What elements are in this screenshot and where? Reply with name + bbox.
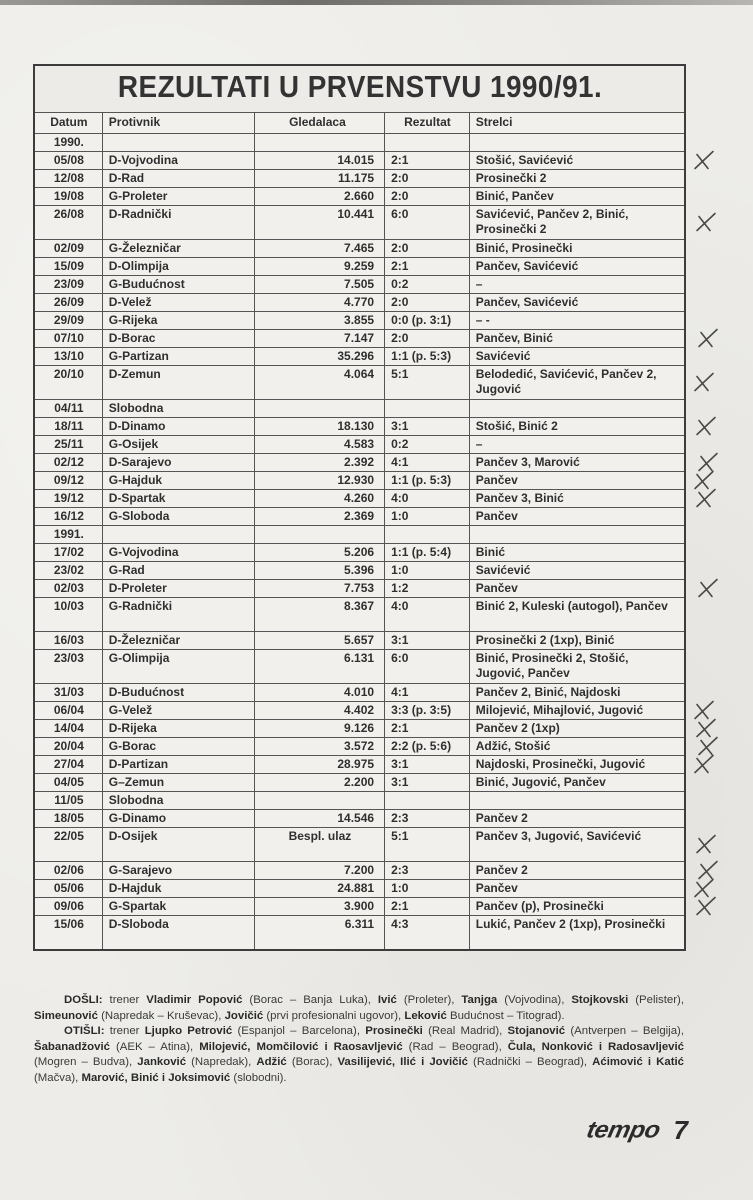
- cell-rezultat: 1:0: [385, 562, 470, 580]
- cell-strelci: Binić: [469, 544, 685, 562]
- cell-strelci: Pančev, Savićević: [469, 258, 685, 276]
- cell-gledalaca: 12.930: [254, 472, 384, 490]
- table-row: [34, 810, 685, 828]
- cell-datum: 02/06: [34, 862, 102, 880]
- cell-rezultat: [385, 526, 470, 544]
- cell-rezultat: [385, 400, 470, 418]
- cell-strelci: Pančev: [469, 472, 685, 490]
- cell-protivnik: D-Sloboda: [102, 916, 254, 951]
- cell-gledalaca: 24.881: [254, 880, 384, 898]
- cell-rezultat: 4:1: [385, 454, 470, 472]
- cell-datum: 05/06: [34, 880, 102, 898]
- cell-datum: 1991.: [34, 526, 102, 544]
- note-name: Milojević, Momčilović i Raosavljević: [199, 1040, 403, 1053]
- cell-rezultat: 2:0: [385, 240, 470, 258]
- cell-protivnik: D-Spartak: [102, 490, 254, 508]
- cell-datum: 25/11: [34, 436, 102, 454]
- cell-protivnik: G-Osijek: [102, 436, 254, 454]
- table-row: [34, 436, 685, 454]
- cell-rezultat: 2:0: [385, 330, 470, 348]
- table-row: [34, 276, 685, 294]
- cell-strelci: Pančev (p), Prosinečki: [469, 898, 685, 916]
- cell-rezultat: 4:0: [385, 490, 470, 508]
- arrivals-paragraph: [34, 993, 684, 1024]
- cell-gledalaca: 35.296: [254, 348, 384, 366]
- note-name: Adžić: [256, 1056, 287, 1068]
- cell-gledalaca: [254, 134, 384, 152]
- note-name: Vasilijević, Ilić i Jovičić: [337, 1056, 468, 1068]
- note-name: Ivić: [377, 994, 397, 1006]
- table-row: [34, 454, 685, 472]
- table-row: [34, 756, 685, 774]
- cell-gledalaca: 3.572: [254, 738, 384, 756]
- cell-gledalaca: 4.010: [254, 684, 384, 702]
- cell-strelci: Binić, Prosinečki: [469, 240, 685, 258]
- cell-protivnik: D-Sarajevo: [102, 454, 254, 472]
- note-text: (Espanjol – Barcelona),: [232, 1025, 366, 1037]
- cell-protivnik: G-Rad: [102, 562, 254, 580]
- note-name: Simeunović: [34, 1009, 98, 1022]
- note-text: (Proleter),: [396, 994, 462, 1006]
- cell-strelci: Savićević: [469, 562, 685, 580]
- cell-strelci: Prosinečki 2 (1xp), Binić: [469, 632, 685, 650]
- note-text: (Borac),: [286, 1056, 338, 1068]
- note-name: Aćimović i Katić: [592, 1056, 684, 1068]
- cell-protivnik: G-Proleter: [102, 188, 254, 206]
- cell-gledalaca: 6.131: [254, 650, 384, 684]
- cell-protivnik: D-Osijek: [102, 828, 254, 862]
- table-row: [34, 134, 685, 152]
- cell-rezultat: 1:1 (p. 5:4): [385, 544, 470, 562]
- table-row: [34, 258, 685, 276]
- cell-strelci: [469, 134, 685, 152]
- cell-datum: 17/02: [34, 544, 102, 562]
- cell-gledalaca: [254, 526, 384, 544]
- cell-strelci: Pančev 2: [469, 862, 685, 880]
- note-name: Janković: [137, 1056, 187, 1068]
- cell-rezultat: 6:0: [385, 206, 470, 240]
- table-row: [34, 508, 685, 526]
- table-row: [34, 312, 685, 330]
- cell-gledalaca: 14.546: [254, 810, 384, 828]
- cell-datum: 22/05: [34, 828, 102, 862]
- note-text: (Antverpen – Belgija),: [565, 1025, 685, 1037]
- cell-gledalaca: 8.367: [254, 598, 384, 632]
- cell-protivnik: G-Velež: [102, 702, 254, 720]
- cell-rezultat: 1:0: [385, 880, 470, 898]
- cell-strelci: Prosinečki 2: [469, 170, 685, 188]
- cell-rezultat: 0:2: [385, 276, 470, 294]
- cell-protivnik: D-Dinamo: [102, 418, 254, 436]
- cell-gledalaca: 4.402: [254, 702, 384, 720]
- cell-datum: 31/03: [34, 684, 102, 702]
- cell-rezultat: 2:3: [385, 810, 470, 828]
- note-text: (slobodni).: [230, 1071, 287, 1084]
- cell-protivnik: D-Borac: [102, 330, 254, 348]
- cell-rezultat: 4:3: [385, 916, 470, 951]
- cell-datum: 18/11: [34, 418, 102, 436]
- cell-strelci: Adžić, Stošić: [469, 738, 685, 756]
- cell-rezultat: 4:1: [385, 684, 470, 702]
- cell-gledalaca: 4.583: [254, 436, 384, 454]
- cell-rezultat: 2:0: [385, 188, 470, 206]
- note-name: Tanjga: [461, 994, 498, 1006]
- cell-strelci: Stošić, Savićević: [469, 152, 685, 170]
- cell-datum: 04/05: [34, 774, 102, 792]
- column-header-gledalaca: Gledalaca: [254, 113, 384, 134]
- cell-protivnik: G-Borac: [102, 738, 254, 756]
- cell-rezultat: 0:0 (p. 3:1): [385, 312, 470, 330]
- cell-strelci: –: [469, 276, 685, 294]
- cell-protivnik: D-Zemun: [102, 366, 254, 400]
- cell-strelci: Savićević, Pančev 2, Binić, Prosinečki 2: [469, 206, 685, 240]
- note-text: trener: [102, 994, 147, 1006]
- cell-protivnik: D-Olimpija: [102, 258, 254, 276]
- cell-strelci: Belodedić, Savićević, Pančev 2, Jugović: [469, 366, 685, 400]
- cell-rezultat: 1:0: [385, 508, 470, 526]
- note-text: (Mogren – Budva),: [34, 1056, 138, 1068]
- cell-datum: 09/12: [34, 472, 102, 490]
- cell-datum: 23/02: [34, 562, 102, 580]
- cell-gledalaca: 7.465: [254, 240, 384, 258]
- cell-strelci: Pančev 2, Binić, Najdoski: [469, 684, 685, 702]
- note-text: (Napredak),: [186, 1056, 257, 1068]
- cell-protivnik: G-Partizan: [102, 348, 254, 366]
- cell-strelci: Pančev 3, Jugović, Savićević: [469, 828, 685, 862]
- cell-protivnik: G-Spartak: [102, 898, 254, 916]
- cell-protivnik: G-Sloboda: [102, 508, 254, 526]
- cell-gledalaca: 2.660: [254, 188, 384, 206]
- cell-protivnik: D-Radnički: [102, 206, 254, 240]
- cell-gledalaca: 10.441: [254, 206, 384, 240]
- table-body: [34, 134, 685, 951]
- table-title: REZULTATI U PRVENSTVU 1990/91.: [117, 69, 603, 104]
- cell-strelci: Milojević, Mihajlović, Jugović: [469, 702, 685, 720]
- table-row: [34, 418, 685, 436]
- table-row: [34, 562, 685, 580]
- cell-datum: 19/08: [34, 188, 102, 206]
- cell-datum: 02/09: [34, 240, 102, 258]
- cell-rezultat: 3:1: [385, 774, 470, 792]
- cell-protivnik: D-Rad: [102, 170, 254, 188]
- cell-strelci: Pančev: [469, 580, 685, 598]
- table-row: [34, 828, 685, 862]
- cell-rezultat: 3:3 (p. 3:5): [385, 702, 470, 720]
- cell-gledalaca: 5.657: [254, 632, 384, 650]
- cell-strelci: Pančev: [469, 508, 685, 526]
- cell-rezultat: 2:1: [385, 720, 470, 738]
- cell-strelci: Savićević: [469, 348, 685, 366]
- cell-datum: 09/06: [34, 898, 102, 916]
- page-top-edge: [0, 0, 753, 5]
- cell-strelci: Stošić, Binić 2: [469, 418, 685, 436]
- cell-protivnik: G-Budućnost: [102, 276, 254, 294]
- cell-gledalaca: 14.015: [254, 152, 384, 170]
- cell-datum: 1990.: [34, 134, 102, 152]
- cell-strelci: Pančev 2: [469, 810, 685, 828]
- cell-gledalaca: 3.855: [254, 312, 384, 330]
- cell-datum: 27/04: [34, 756, 102, 774]
- table-row: [34, 580, 685, 598]
- cell-gledalaca: 7.753: [254, 580, 384, 598]
- table-row: [34, 526, 685, 544]
- cell-protivnik: Slobodna: [102, 792, 254, 810]
- cell-rezultat: 2:0: [385, 294, 470, 312]
- transfer-notes: [34, 993, 684, 1086]
- cell-datum: 10/03: [34, 598, 102, 632]
- cell-gledalaca: 2.369: [254, 508, 384, 526]
- table-row: [34, 472, 685, 490]
- cell-datum: 20/10: [34, 366, 102, 400]
- table-row: [34, 702, 685, 720]
- cell-datum: 07/10: [34, 330, 102, 348]
- table-row: [34, 206, 685, 240]
- cell-protivnik: [102, 526, 254, 544]
- table-row: [34, 898, 685, 916]
- table-header-row: [34, 113, 685, 134]
- column-header-protivnik: Protivnik: [102, 113, 254, 134]
- note-name: Marović, Binić i Joksimović: [81, 1071, 231, 1084]
- note-text: (Borac – Banja Luka),: [242, 994, 378, 1006]
- cell-datum: 29/09: [34, 312, 102, 330]
- note-text: (prvi profesionalni ugovor),: [263, 1009, 405, 1022]
- table-row: [34, 880, 685, 898]
- table-row: [34, 774, 685, 792]
- note-text: trener: [104, 1025, 145, 1037]
- cell-strelci: –: [469, 436, 685, 454]
- cell-gledalaca: 2.200: [254, 774, 384, 792]
- table-row: [34, 188, 685, 206]
- cell-protivnik: [102, 134, 254, 152]
- cell-gledalaca: 4.770: [254, 294, 384, 312]
- cell-gledalaca: [254, 400, 384, 418]
- cell-gledalaca: 11.175: [254, 170, 384, 188]
- table-row: [34, 738, 685, 756]
- cell-datum: 04/11: [34, 400, 102, 418]
- table-row: [34, 240, 685, 258]
- cell-protivnik: G-Olimpija: [102, 650, 254, 684]
- cell-datum: 13/10: [34, 348, 102, 366]
- cell-strelci: Najdoski, Prosinečki, Jugović: [469, 756, 685, 774]
- cell-datum: 02/03: [34, 580, 102, 598]
- cell-gledalaca: 9.259: [254, 258, 384, 276]
- cell-protivnik: D-Železničar: [102, 632, 254, 650]
- cell-protivnik: G-Rijeka: [102, 312, 254, 330]
- tempo-logo: tempo: [584, 1116, 663, 1143]
- cell-datum: 18/05: [34, 810, 102, 828]
- cell-protivnik: G–Zemun: [102, 774, 254, 792]
- cell-datum: 23/09: [34, 276, 102, 294]
- cell-rezultat: 1:2: [385, 580, 470, 598]
- cell-rezultat: 2:1: [385, 152, 470, 170]
- cell-rezultat: 2:1: [385, 258, 470, 276]
- note-name: DOŠLI:: [64, 994, 103, 1006]
- cell-protivnik: D-Velež: [102, 294, 254, 312]
- table-row: [34, 330, 685, 348]
- cell-datum: 26/08: [34, 206, 102, 240]
- cell-rezultat: [385, 792, 470, 810]
- cell-protivnik: D-Hajduk: [102, 880, 254, 898]
- cell-rezultat: 2:1: [385, 898, 470, 916]
- cell-strelci: Pančev 3, Marović: [469, 454, 685, 472]
- note-name: Vladimir Popović: [146, 994, 243, 1006]
- cell-datum: 26/09: [34, 294, 102, 312]
- note-text: (AEK – Atina),: [109, 1040, 200, 1053]
- cell-protivnik: G-Hajduk: [102, 472, 254, 490]
- note-text: (Mačva),: [34, 1071, 82, 1084]
- page-number: 7: [673, 1114, 688, 1145]
- cell-protivnik: G-Železničar: [102, 240, 254, 258]
- cell-rezultat: 0:2: [385, 436, 470, 454]
- cell-datum: 11/05: [34, 792, 102, 810]
- note-text: (Real Madrid),: [422, 1025, 508, 1037]
- results-table: [33, 64, 686, 951]
- note-name: OTIŠLI:: [64, 1025, 105, 1037]
- cell-protivnik: D-Partizan: [102, 756, 254, 774]
- cell-gledalaca: 5.396: [254, 562, 384, 580]
- note-name: Šabanadžović: [34, 1040, 110, 1053]
- cell-gledalaca: 3.900: [254, 898, 384, 916]
- cell-gledalaca: 6.311: [254, 916, 384, 951]
- cell-strelci: [469, 792, 685, 810]
- cell-protivnik: D-Vojvodina: [102, 152, 254, 170]
- table-row: [34, 916, 685, 951]
- cell-protivnik: G-Vojvodina: [102, 544, 254, 562]
- cell-rezultat: 2:2 (p. 5:6): [385, 738, 470, 756]
- cell-gledalaca: [254, 792, 384, 810]
- cell-gledalaca: 28.975: [254, 756, 384, 774]
- cell-datum: 15/06: [34, 916, 102, 951]
- note-name: Prosinečki: [365, 1025, 423, 1037]
- cell-gledalaca: 2.392: [254, 454, 384, 472]
- table-row: [34, 544, 685, 562]
- cell-strelci: [469, 526, 685, 544]
- table-row: [34, 792, 685, 810]
- cell-strelci: Pančev: [469, 880, 685, 898]
- cell-strelci: Pančev 3, Binić: [469, 490, 685, 508]
- cell-rezultat: 2:0: [385, 170, 470, 188]
- note-name: Čula, Nonković i Radosavljević: [507, 1040, 684, 1053]
- column-header-rezultat: Rezultat: [385, 113, 470, 134]
- cell-datum: 15/09: [34, 258, 102, 276]
- cell-strelci: Pančev 2 (1xp): [469, 720, 685, 738]
- cell-rezultat: 3:1: [385, 756, 470, 774]
- cell-strelci: Binić, Prosinečki 2, Stošić, Jugović, Pančev: [469, 650, 685, 684]
- cell-gledalaca: 4.064: [254, 366, 384, 400]
- cell-gledalaca: 9.126: [254, 720, 384, 738]
- cell-datum: 19/12: [34, 490, 102, 508]
- note-text: (Rad – Beograd),: [402, 1040, 508, 1053]
- cell-strelci: Binić, Pančev: [469, 188, 685, 206]
- table-row: [34, 170, 685, 188]
- cell-datum: 20/04: [34, 738, 102, 756]
- cell-datum: 06/04: [34, 702, 102, 720]
- cell-gledalaca: 18.130: [254, 418, 384, 436]
- page-footer: [548, 1114, 688, 1146]
- cell-rezultat: 1:1 (p. 5:3): [385, 472, 470, 490]
- departures-paragraph: [34, 1024, 684, 1086]
- cell-strelci: Pančev, Savićević: [469, 294, 685, 312]
- table-row: [34, 490, 685, 508]
- table-row: [34, 598, 685, 632]
- note-name: Leković: [404, 1009, 447, 1022]
- cell-datum: 14/04: [34, 720, 102, 738]
- table-row: [34, 720, 685, 738]
- cell-protivnik: G-Radnički: [102, 598, 254, 632]
- cell-strelci: Binić, Jugović, Pančev: [469, 774, 685, 792]
- table-row: [34, 348, 685, 366]
- note-name: Stojanović: [507, 1025, 566, 1037]
- table-row: [34, 632, 685, 650]
- cell-rezultat: 6:0: [385, 650, 470, 684]
- note-text: (Napredak – Kruševac),: [97, 1009, 225, 1022]
- cell-rezultat: 2:3: [385, 862, 470, 880]
- table-title-cell: [34, 65, 685, 113]
- note-name: Stojkovski: [571, 994, 629, 1006]
- table-row: [34, 152, 685, 170]
- cell-strelci: [469, 400, 685, 418]
- cell-strelci: Binić 2, Kuleski (autogol), Pančev: [469, 598, 685, 632]
- cell-gledalaca: 7.147: [254, 330, 384, 348]
- note-name: Jovičić: [224, 1009, 264, 1022]
- cell-protivnik: G-Dinamo: [102, 810, 254, 828]
- cell-datum: 16/03: [34, 632, 102, 650]
- note-text: Budućnost – Titograd).: [446, 1009, 565, 1022]
- cell-protivnik: D-Proleter: [102, 580, 254, 598]
- cell-rezultat: 4:0: [385, 598, 470, 632]
- cell-protivnik: G-Sarajevo: [102, 862, 254, 880]
- cell-gledalaca: 7.200: [254, 862, 384, 880]
- cell-strelci: Pančev, Binić: [469, 330, 685, 348]
- cell-datum: 16/12: [34, 508, 102, 526]
- cell-protivnik: D-Rijeka: [102, 720, 254, 738]
- note-text: (Pelister),: [628, 994, 684, 1006]
- table-row: [34, 366, 685, 400]
- cell-strelci: Lukić, Pančev 2 (1xp), Prosinečki: [469, 916, 685, 951]
- cell-rezultat: [385, 134, 470, 152]
- cell-protivnik: D-Budućnost: [102, 684, 254, 702]
- cell-rezultat: 5:1: [385, 828, 470, 862]
- cell-datum: 12/08: [34, 170, 102, 188]
- cell-gledalaca: 4.260: [254, 490, 384, 508]
- table-row: [34, 650, 685, 684]
- table-row: [34, 400, 685, 418]
- cell-strelci: – -: [469, 312, 685, 330]
- cell-rezultat: 3:1: [385, 632, 470, 650]
- cell-datum: 23/03: [34, 650, 102, 684]
- note-text: (Vojvodina),: [497, 994, 572, 1006]
- table-row: [34, 684, 685, 702]
- note-text: (Radnički – Beograd),: [467, 1056, 593, 1068]
- cell-rezultat: 1:1 (p. 5:3): [385, 348, 470, 366]
- cell-gledalaca: 7.505: [254, 276, 384, 294]
- table-row: [34, 294, 685, 312]
- cell-datum: 02/12: [34, 454, 102, 472]
- cell-gledalaca: 5.206: [254, 544, 384, 562]
- column-header-datum: Datum: [34, 113, 102, 134]
- note-name: Ljupko Petrović: [144, 1025, 233, 1037]
- cell-rezultat: 3:1: [385, 418, 470, 436]
- table-row: [34, 862, 685, 880]
- cell-rezultat: 5:1: [385, 366, 470, 400]
- cell-protivnik: Slobodna: [102, 400, 254, 418]
- column-header-strelci: Strelci: [469, 113, 685, 134]
- cell-datum: 05/08: [34, 152, 102, 170]
- cell-gledalaca: Bespl. ulaz: [254, 828, 384, 862]
